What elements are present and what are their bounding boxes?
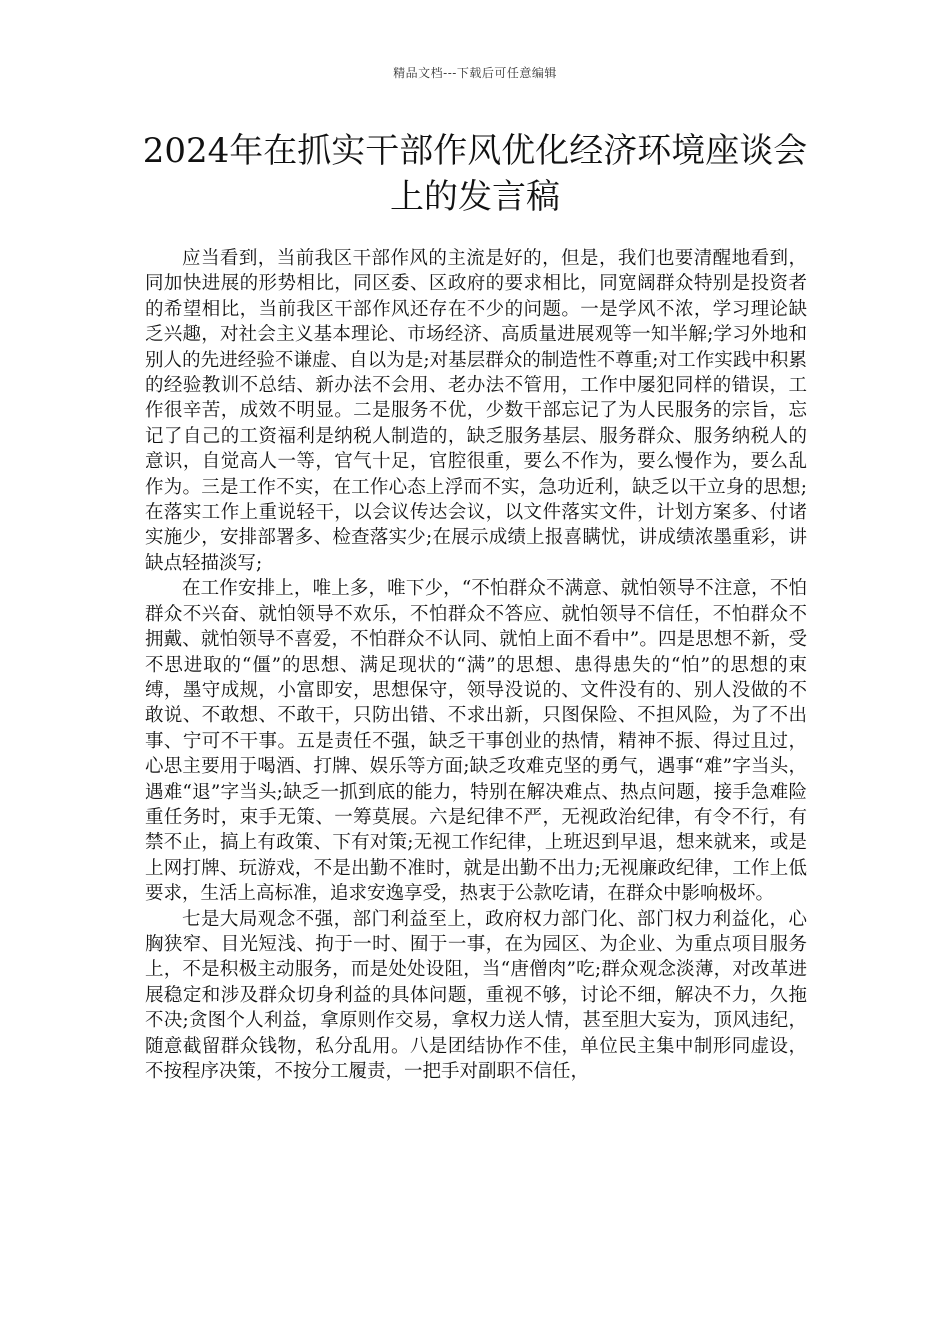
paragraph-3: 七是大局观念不强，部门利益至上，政府权力部门化、部门权力利益化，心胸狭窄、目光短浅、拘于一时、囿于一事，在为园区、为企业、为重点项目服务上，不是积极主动服务，而是处处设阻，当“唐僧肉”吃;群众观念淡薄，对改革进展稳定和涉及群众切身利益的具体问题，重视不够，讨论不细，解决不力，久拖不决;贪图个人利益，拿原则作交易，拿权力送人情，甚至胆大妄为，顶风违纪，随意截留群众钱物，私分乱用。八是团结协作不佳，单位民主集中制形同虚设，不按程序决策，不按分工履责，一把手对副职不信任， <box>145 908 807 1082</box>
document-title: 2024年在抓实干部作风优化经济环境座谈会上的发言稿 <box>142 131 808 217</box>
header-note: 精品文档---下载后可任意编辑 <box>393 66 557 80</box>
paragraph-1: 应当看到，当前我区干部作风的主流是好的，但是，我们也要清醒地看到，同加快进展的形势相比，同区委、区政府的要求相比，同宽阔群众特别是投资者的希望相比，当前我区干部作风还存在不少的问题。一是学风不浓，学习理论缺乏兴趣，对社会主义基本理论、市场经济、高质量进展观等一知半解;学习外地和别人的先进经验不谦虚、自以为是;对基层群众的制造性不尊重;对工作实践中积累的经验教训不总结、新办法不会用、老办法不管用，工作中屡犯同样的错误，工作很辛苦，成效不明显。二是服务不优，少数干部忘记了为人民服务的宗旨，忘记了自己的工资福利是纳税人制造的，缺乏服务基层、服务群众、服务纳税人的意识，自觉高人一等，官气十足，官腔很重，要么不作为，要么慢作为，要么乱作为。三是工作不实，在工作心态上浮而不实，急功近利，缺乏以干立身的思想;在落实工作上重说轻干，以会议传达会议，以文件落实文件，计划方案多、付诸实施少，安排部署多、检查落实少;在展示成绩上报喜瞒忧，讲成绩浓墨重彩，讲缺点轻描淡写; <box>145 248 807 574</box>
paragraph-2: 在工作安排上，唯上多，唯下少，“不怕群众不满意、就怕领导不注意，不怕群众不兴奋、就怕领导不欢乐，不怕群众不答应、就怕领导不信任，不怕群众不拥戴、就怕领导不喜爱，不怕群众不认同、就怕上面不看中”。四是思想不新，受不思进取的“僵”的思想、满足现状的“满”的思想、患得患失的“怕”的思想的束缚，墨守成规，小富即安，思想保守，领导没说的、文件没有的、别人没做的不敢说、不敢想、不敢干，只防出错、不求出新，只图保险、不担风险，为了不出事、宁可不干事。五是责任不强，缺乏干事创业的热情，精神不振、得过且过，心思主要用于喝酒、打牌、娱乐等方面;缺乏攻难克坚的勇气，遇事“难”字当头，遇难“退”字当头;缺乏一抓到底的能力，特别在解决难点、热点问题，接手急难险重任务时，束手无策、一筹莫展。六是纪律不严，无视政治纪律，有令不行，有禁不止，搞上有政策、下有对策;无视工作纪律，上班迟到早退，想来就来，或是上网打牌、玩游戏，不是出勤不准时，就是出勤不出力;无视廉政纪律，工作上低要求，生活上高标准，追求安逸享受，热衷于公款吃请，在群众中影响极坏。 <box>145 578 807 905</box>
document-body <box>145 246 807 1084</box>
